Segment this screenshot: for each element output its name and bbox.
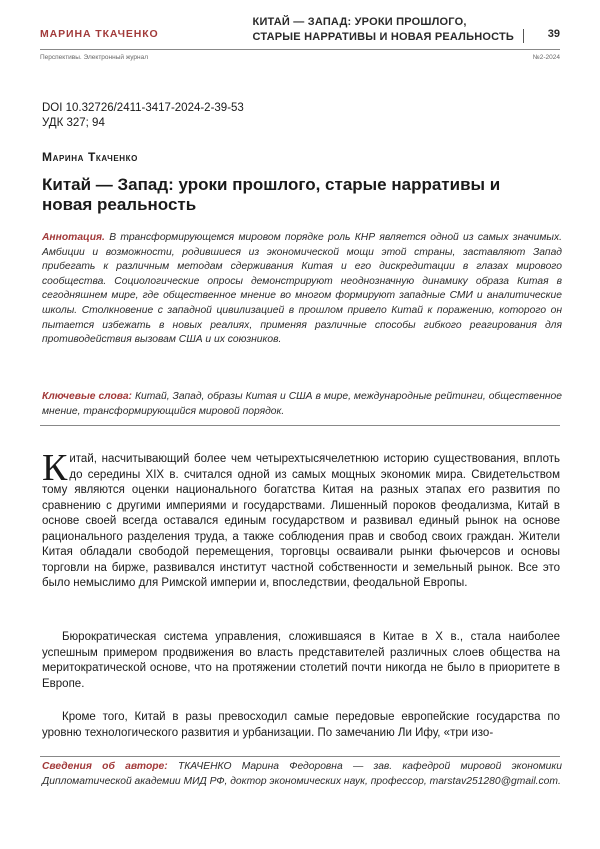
journal-name: Перспективы. Электронный журнал <box>40 54 149 61</box>
page-number: 39 <box>547 28 560 40</box>
doi: DOI 10.32726/2411-3417-2024-2-39-53 <box>42 102 244 114</box>
abstract-text: В трансформирующемся мировом порядке роль КНР является одной из самых значимых. Амбиции и возможности, родившиеся из экономической мощи этой страны, заставляют Запад прибегать к различным методам сдерживания Китая и его дискредитации в глазах мирового сообщества. Социологические опросы демонстрируют неоднозначную динамику образа Китая в сегодняшнем мире, где общественное мнение во многом формируют западные СМИ и аналитические школы. Столкновение с западной цивилизацией в прошлом привело Китай к поражению, которого он пытается избежать в новых реалиях, применяя различные способы гибкого реагирования для противодействия вызовам США и их союзников. <box>42 232 562 346</box>
keywords-rule <box>40 425 560 426</box>
abstract <box>42 231 562 348</box>
author-info <box>42 760 562 789</box>
body-paragraph-1 <box>42 447 560 592</box>
author-info-text: ТКАЧЕНКО Марина Федоровна — зав. кафедрой мировой экономики Дипломатической академии МИД РФ, доктор экономических наук, профессор, marstav251280@gmail.com. <box>42 761 562 787</box>
keywords-text: Китай, Запад, образы Китая и США в мире, международные рейтинги, общественное мнение, трансформирующийся мировой порядок. <box>42 391 562 417</box>
header-title <box>253 15 514 45</box>
article-title: Китай — Запад: уроки прошлого, старые нарративы и новая реальность <box>42 175 501 214</box>
abstract-label: Аннотация. <box>42 232 105 243</box>
header-title-line1: КИТАЙ — ЗАПАД: УРОКИ ПРОШЛОГО, <box>252 16 467 28</box>
footnote-rule <box>40 756 560 757</box>
drop-cap: К <box>42 447 68 489</box>
doi-block <box>42 101 244 131</box>
author-info-label: Сведения об авторе: <box>42 761 168 772</box>
keywords <box>42 390 562 419</box>
body-paragraph-3: Кроме того, Китай в разы превосходил самые передовые европейские государства по уровню технологического развития и урбанизации. По замечанию Ли Ифу, «три изо- <box>42 711 560 739</box>
header-separator <box>523 29 524 43</box>
header-title-line2: СТАРЫЕ НАРРАТИВЫ И НОВАЯ РЕАЛЬНОСТЬ <box>252 31 514 43</box>
paragraph-1-text: итай, насчитывающий более чем четырехтысячелетнюю историю существования, вплоть до середины XIX в. считался одной из самых мощных экономик мира. Свидетельством тому являются оценки национального богатства Китая на разных этапах его развития по сравнению с другими империями и государствами. Лишенный пороков феодализма, Китай в основе своей всегда оставался единым государством и развивал единый рынок на основе рационального разделения труда, а также соблюдения прав и свобод своих граждан. Жители Китая обладали свободой перемещения, торговцы осваивали рынки фьючерсов и основы торговли на бирже, развивался институт частной собственности и земельный рынок. Все это было немыслимо для Римской империи и, впоследствии, феодальной Европы. <box>42 453 560 589</box>
running-header <box>40 14 560 48</box>
journal-issue: №2-2024 <box>532 54 560 61</box>
body-paragraph-2: Бюрократическая система управления, сложившаяся в Китае в X в., стала наиболее успешным примером продвижения во власть представителей различных слоев общества на меритократической основе, что на протяжении столетий почти никогда не было в приоритете в Европе. <box>42 631 560 690</box>
journal-line <box>40 54 560 61</box>
keywords-label: Ключевые слова: <box>42 391 132 402</box>
udk: УДК 327; 94 <box>42 117 105 129</box>
article-author: Марина Ткаченко <box>42 150 138 164</box>
header-author: МАРИНА ТКАЧЕНКО <box>40 28 159 40</box>
header-rule <box>40 49 560 50</box>
